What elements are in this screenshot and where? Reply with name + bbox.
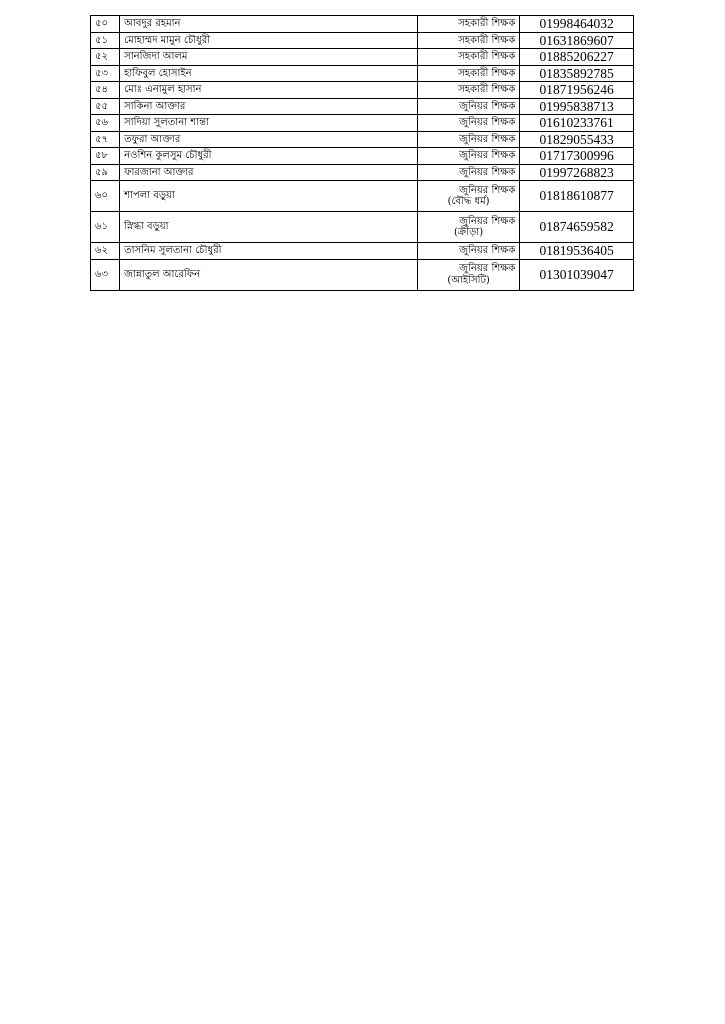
designation-cell <box>417 243 520 260</box>
teacher-name-cell: তফুরা আক্তার <box>120 131 418 148</box>
table-row <box>91 131 634 148</box>
teacher-name-cell: হাফিবুল হোসাইন <box>120 65 418 82</box>
designation-text: জুনিয়র শিক্ষক <box>459 184 516 196</box>
designation-cell <box>417 212 520 243</box>
serial-number-cell: ৬০ <box>91 181 120 212</box>
teacher-name-cell: সানজিদা আলম <box>120 49 418 66</box>
designation-cell <box>417 115 520 132</box>
serial-number-cell: ৫৬ <box>91 115 120 132</box>
designation-text: সহকারী শিক্ষক <box>458 67 516 79</box>
phone-number-cell: 01871956246 <box>520 82 634 99</box>
designation-text: জুনিয়র শিক্ষক <box>459 117 516 129</box>
designation-text: জুনিয়র শিক্ষক <box>459 133 516 145</box>
teacher-name-cell: জান্নাতুল আরেফিন <box>120 259 418 290</box>
table-row <box>91 65 634 82</box>
designation-cell <box>417 131 520 148</box>
phone-number-cell: 01717300996 <box>520 148 634 165</box>
phone-number-cell: 01631869607 <box>520 32 634 49</box>
phone-number-cell: 01998464032 <box>520 16 634 33</box>
phone-number-cell: 01885206227 <box>520 49 634 66</box>
designation-text: জুনিয়র শিক্ষক <box>459 245 516 257</box>
designation-text: জুনিয়র শিক্ষক <box>459 263 516 275</box>
designation-cell <box>417 82 520 99</box>
serial-number-cell: ৬৩ <box>91 259 120 290</box>
designation-text: সহকারী শিক্ষক <box>458 51 516 63</box>
phone-number-cell: 01301039047 <box>520 259 634 290</box>
staff-table <box>90 15 634 291</box>
serial-number-cell: ৫৯ <box>91 164 120 181</box>
table-row <box>91 259 634 290</box>
teacher-name-cell: মোহাম্মদ মামুন চৌধুরী <box>120 32 418 49</box>
subject-text: (বৌদ্ধ ধর্ম) <box>447 196 490 208</box>
designation-cell <box>417 49 520 66</box>
teacher-name-cell: নওশিন কুলসুম চৌধুরী <box>120 148 418 165</box>
designation-text: জুনিয়র শিক্ষক <box>459 215 516 227</box>
designation-text: জুনিয়র শিক্ষক <box>459 166 516 178</box>
subject-text: (ক্রীড়া) <box>454 227 484 239</box>
phone-number-cell: 01997268823 <box>520 164 634 181</box>
designation-cell <box>417 65 520 82</box>
designation-cell <box>417 148 520 165</box>
table-row <box>91 243 634 260</box>
phone-number-cell: 01819536405 <box>520 243 634 260</box>
serial-number-cell: ৫৮ <box>91 148 120 165</box>
phone-number-cell: 01610233761 <box>520 115 634 132</box>
table-row <box>91 115 634 132</box>
designation-text: সহকারী শিক্ষক <box>458 34 516 46</box>
subject-text: (আইসিটি) <box>447 274 490 286</box>
phone-number-cell: 01829055433 <box>520 131 634 148</box>
serial-number-cell: ৫৭ <box>91 131 120 148</box>
teacher-name-cell: স্নিগ্ধা বড়ুয়া <box>120 212 418 243</box>
designation-cell <box>417 181 520 212</box>
designation-text: জুনিয়র শিক্ষক <box>459 150 516 162</box>
serial-number-cell: ৫২ <box>91 49 120 66</box>
table-row <box>91 32 634 49</box>
designation-cell <box>417 32 520 49</box>
designation-cell <box>417 259 520 290</box>
designation-text: জুনিয়র শিক্ষক <box>459 100 516 112</box>
staff-table-body <box>91 16 634 291</box>
table-row <box>91 49 634 66</box>
designation-cell <box>417 98 520 115</box>
phone-number-cell: 01835892785 <box>520 65 634 82</box>
serial-number-cell: ৫৪ <box>91 82 120 99</box>
teacher-name-cell: ফারজানা আক্তার <box>120 164 418 181</box>
table-row <box>91 181 634 212</box>
table-row <box>91 148 634 165</box>
table-row <box>91 82 634 99</box>
designation-text: সহকারী শিক্ষক <box>458 18 516 29</box>
serial-number-cell: ৬২ <box>91 243 120 260</box>
teacher-name-cell: শাপলা বড়ুয়া <box>120 181 418 212</box>
phone-number-cell: 01995838713 <box>520 98 634 115</box>
serial-number-cell: ৫৩ <box>91 65 120 82</box>
teacher-name-cell: সাকিনা আক্তার <box>120 98 418 115</box>
serial-number-cell: ৫১ <box>91 32 120 49</box>
teacher-name-cell: তাসনিম সুলতানা চৌধুরী <box>120 243 418 260</box>
table-row <box>91 164 634 181</box>
table-row <box>91 212 634 243</box>
serial-number-cell: ৫৫ <box>91 98 120 115</box>
teacher-name-cell: সাদিয়া সুলতানা শান্তা <box>120 115 418 132</box>
teacher-name-cell: মোঃ এনামুল হাসান <box>120 82 418 99</box>
teacher-name-cell: আবদুর রহমান <box>120 16 418 33</box>
designation-cell <box>417 16 520 33</box>
table-row <box>91 98 634 115</box>
designation-text: সহকারী শিক্ষক <box>458 84 516 96</box>
designation-cell <box>417 164 520 181</box>
table-row <box>91 16 634 33</box>
serial-number-cell: ৫০ <box>91 16 120 33</box>
phone-number-cell: 01818610877 <box>520 181 634 212</box>
serial-number-cell: ৬১ <box>91 212 120 243</box>
phone-number-cell: 01874659582 <box>520 212 634 243</box>
